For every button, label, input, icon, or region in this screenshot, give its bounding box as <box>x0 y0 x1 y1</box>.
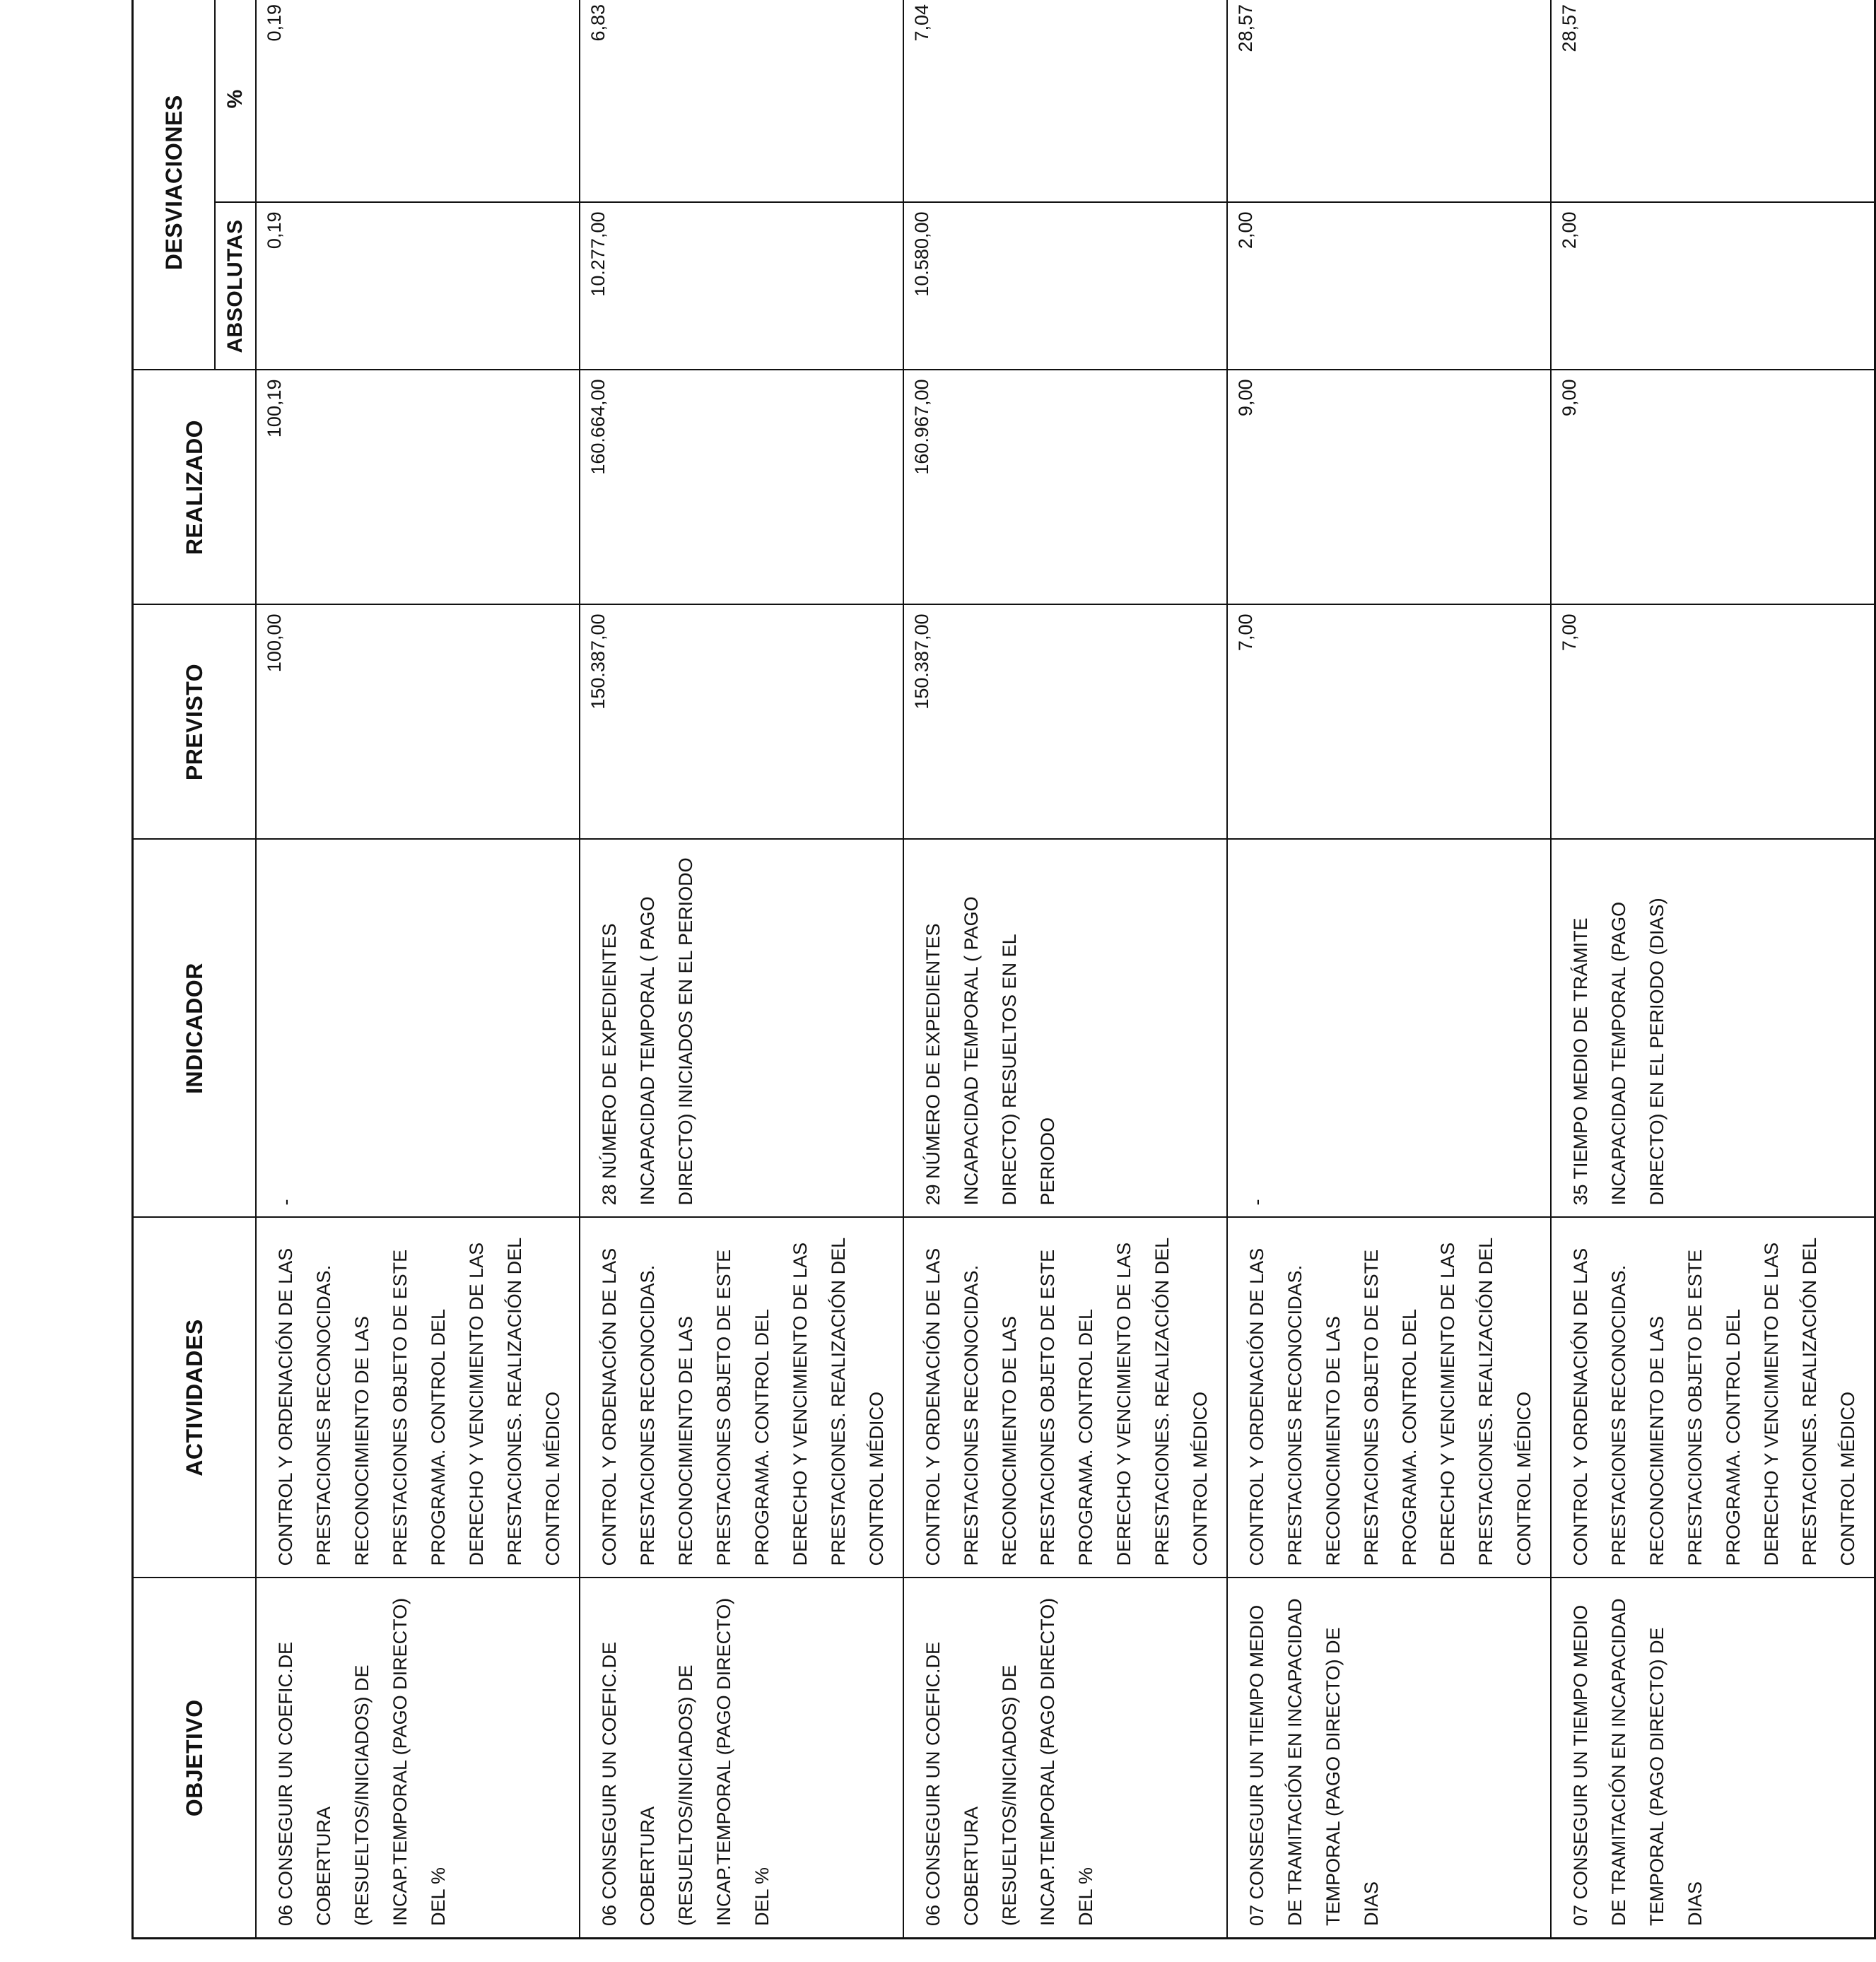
previsto-cell-value: 7,00 <box>1559 613 1580 652</box>
porcentaje-cell <box>1227 0 1551 203</box>
header-indicador: INDICADOR <box>133 840 257 1218</box>
table-row <box>1227 0 1551 1939</box>
previsto-cell-value: 7,00 <box>1235 613 1256 652</box>
objetivo-cell-text: 07 CONSEGUIR UN TIEMPO MEDIO DE TRAMITACIÓN EN INCAPACIDAD TEMPORAL (PAGO DIRECTO) DE DIAS <box>1246 1598 1382 1926</box>
objetivo-cell-text: 07 CONSEGUIR UN TIEMPO MEDIO DE TRAMITACIÓN EN INCAPACIDAD TEMPORAL (PAGO DIRECTO) DE DIAS <box>1570 1598 1706 1926</box>
indicador-cell <box>580 840 903 1218</box>
absolutas-cell-value: 10.580,00 <box>911 211 932 297</box>
actividades-cell <box>1551 1218 1875 1578</box>
porcentaje-cell-value: 0,19 <box>264 4 285 42</box>
absolutas-cell-value: 2,00 <box>1559 211 1580 249</box>
header-desviaciones: DESVIACIONES <box>133 0 216 370</box>
porcentaje-cell-value: 7,04 <box>911 4 932 42</box>
objetivo-cell-text: 06 CONSEGUIR UN COEFIC.DE COBERTURA (RESUELTOS/INICIADOS) DE INCAP.TEMPORAL (PAGO DIRECTO) DEL % <box>275 1597 449 1926</box>
table-row <box>256 0 580 1939</box>
header-objetivo: OBJETIVO <box>133 1578 257 1939</box>
absolutas-cell <box>903 203 1227 370</box>
absolutas-cell <box>580 203 903 370</box>
absolutas-cell <box>256 203 580 370</box>
porcentaje-cell <box>256 0 580 203</box>
realizado-cell-value: 100,19 <box>264 379 285 438</box>
absolutas-cell <box>1551 203 1875 370</box>
actividades-cell-text: CONTROL Y ORDENACIÓN DE LAS PRESTACIONES RECONOCIDAS. RECONOCIMIENTO DE LAS PRESTACIONES OBJETO DE ESTE PROGRAMA. CONTROL DEL DERECHO Y VENCIMIENTO DE LAS PRESTACIONES. REALIZACIÓN DEL CONTROL MÉDICO <box>599 1238 887 1566</box>
actividades-cell-text: CONTROL Y ORDENACIÓN DE LAS PRESTACIONES RECONOCIDAS. RECONOCIMIENTO DE LAS PRESTACIONES OBJETO DE ESTE PROGRAMA. CONTROL DEL DERECHO Y VENCIMIENTO DE LAS PRESTACIONES. REALIZACIÓN DEL CONTROL MÉDICO <box>275 1238 563 1566</box>
indicador-cell-text: 29 NÚMERO DE EXPEDIENTES INCAPACIDAD TEMPORAL ( PAGO DIRECTO) RESUELTOS EN EL PERIODO <box>922 896 1058 1206</box>
header-previsto: PREVISTO <box>133 605 257 840</box>
objetivo-cell <box>256 1578 580 1939</box>
porcentaje-cell-value: 28,57 <box>1559 4 1580 52</box>
previsto-cell-value: 150.387,00 <box>911 613 932 710</box>
previsto-cell <box>1227 605 1551 840</box>
absolutas-cell-value: 10.277,00 <box>587 211 609 297</box>
indicador-cell <box>256 840 580 1218</box>
actividades-cell <box>903 1218 1227 1578</box>
objetivo-cell <box>580 1578 903 1939</box>
previsto-cell-value: 150.387,00 <box>587 613 609 710</box>
objetivo-cell-text: 06 CONSEGUIR UN COEFIC.DE COBERTURA (RESUELTOS/INICIADOS) DE INCAP.TEMPORAL (PAGO DIRECTO) DEL % <box>599 1597 773 1926</box>
realizado-cell-value: 160.664,00 <box>587 379 609 475</box>
indicador-cell-text: 28 NÚMERO DE EXPEDIENTES INCAPACIDAD TEMPORAL ( PAGO DIRECTO) INICIADOS EN EL PERIODO <box>599 857 696 1206</box>
indicador-cell-text: 35 TIEMPO MEDIO DE TRÁMITE INCAPACIDAD TEMPORAL (PAGO DIRECTO) EN EL PERIODO (DIAS) <box>1570 898 1667 1206</box>
actividades-cell-text: CONTROL Y ORDENACIÓN DE LAS PRESTACIONES RECONOCIDAS. RECONOCIMIENTO DE LAS PRESTACIONES OBJETO DE ESTE PROGRAMA. CONTROL DEL DERECHO Y VENCIMIENTO DE LAS PRESTACIONES. REALIZACIÓN DEL CONTROL MÉDICO <box>1246 1238 1535 1566</box>
table-row <box>903 0 1227 1939</box>
actividades-cell-text: CONTROL Y ORDENACIÓN DE LAS PRESTACIONES RECONOCIDAS. RECONOCIMIENTO DE LAS PRESTACIONES OBJETO DE ESTE PROGRAMA. CONTROL DEL DERECHO Y VENCIMIENTO DE LAS PRESTACIONES. REALIZACIÓN DEL CONTROL MÉDICO <box>922 1238 1211 1566</box>
objetivo-cell-text: 06 CONSEGUIR UN COEFIC.DE COBERTURA (RESUELTOS/INICIADOS) DE INCAP.TEMPORAL (PAGO DIRECTO) DEL % <box>922 1597 1096 1926</box>
absolutas-cell <box>1227 203 1551 370</box>
porcentaje-cell <box>580 0 903 203</box>
actividades-cell <box>1227 1218 1551 1578</box>
header-row <box>133 0 216 1939</box>
porcentaje-cell-value: 28,57 <box>1235 4 1256 52</box>
previsto-cell <box>1551 605 1875 840</box>
realizado-cell <box>1227 370 1551 605</box>
porcentaje-cell <box>903 0 1227 203</box>
indicador-cell <box>1551 840 1875 1218</box>
realizado-cell-value: 9,00 <box>1235 379 1256 417</box>
header-realizado: REALIZADO <box>133 370 257 605</box>
realizado-cell-value: 160.967,00 <box>911 379 932 475</box>
objetivo-cell <box>1551 1578 1875 1939</box>
table-body <box>256 0 1875 1939</box>
absolutas-cell-value: 0,19 <box>264 211 285 249</box>
table-row <box>580 0 903 1939</box>
realizado-cell <box>256 370 580 605</box>
realizado-cell-value: 9,00 <box>1559 379 1580 417</box>
indicador-cell-text: - <box>275 1199 296 1206</box>
absolutas-cell-value: 2,00 <box>1235 211 1256 249</box>
previsto-cell-value: 100,00 <box>264 613 285 673</box>
realizado-cell <box>903 370 1227 605</box>
realizado-cell <box>1551 370 1875 605</box>
report-table <box>131 0 1876 1939</box>
realizado-cell <box>580 370 903 605</box>
header-absolutas: ABSOLUTAS <box>215 203 256 370</box>
porcentaje-cell-value: 6,83 <box>587 4 609 42</box>
indicador-cell <box>1227 840 1551 1218</box>
actividades-cell-text: CONTROL Y ORDENACIÓN DE LAS PRESTACIONES RECONOCIDAS. RECONOCIMIENTO DE LAS PRESTACIONES OBJETO DE ESTE PROGRAMA. CONTROL DEL DERECHO Y VENCIMIENTO DE LAS PRESTACIONES. REALIZACIÓN DEL CONTROL MÉDICO <box>1570 1238 1858 1566</box>
header-porcentaje: % <box>215 0 256 203</box>
table-row <box>1551 0 1875 1939</box>
actividades-cell <box>580 1218 903 1578</box>
porcentaje-cell <box>1551 0 1875 203</box>
header-actividades: ACTIVIDADES <box>133 1218 257 1578</box>
objetivo-cell <box>903 1578 1227 1939</box>
previsto-cell <box>580 605 903 840</box>
indicador-cell <box>903 840 1227 1218</box>
actividades-cell <box>256 1218 580 1578</box>
objetivo-cell <box>1227 1578 1551 1939</box>
previsto-cell <box>903 605 1227 840</box>
indicador-cell-text: - <box>1246 1199 1267 1206</box>
previsto-cell <box>256 605 580 840</box>
